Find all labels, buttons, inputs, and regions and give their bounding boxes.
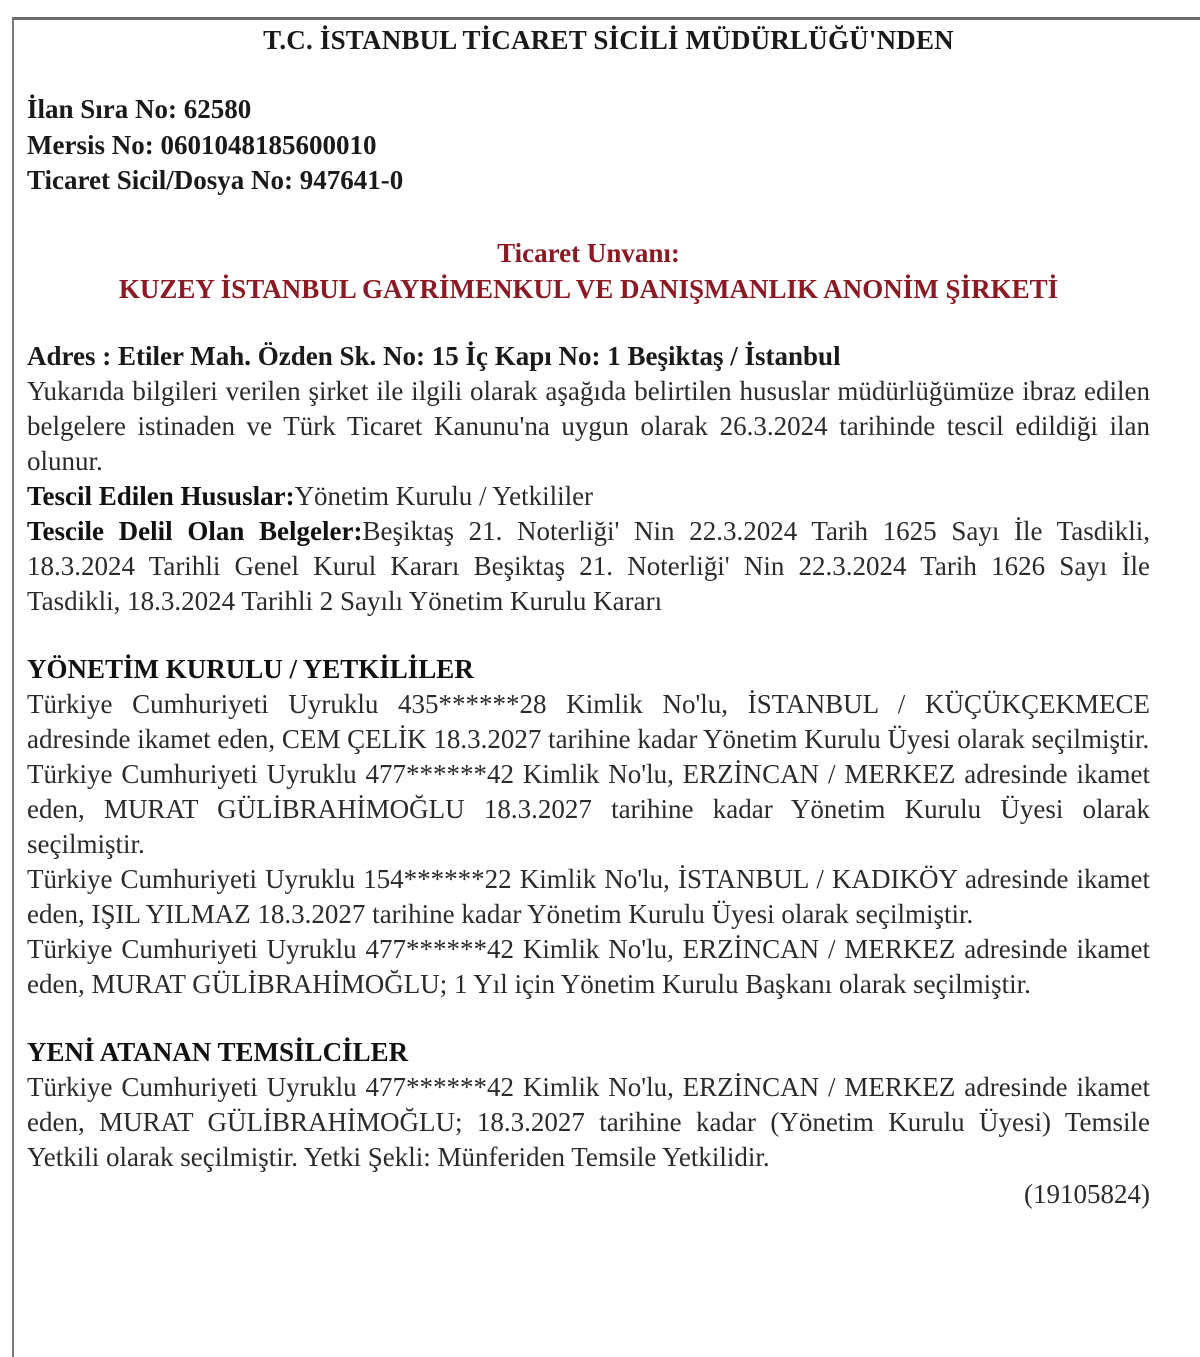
representatives-section-heading: YENİ ATANAN TEMSİLCİLER bbox=[27, 1036, 409, 1067]
mersis-no: Mersis No: 0601048185600010 bbox=[27, 129, 377, 160]
trade-name-label: Ticaret Unvanı: bbox=[497, 237, 680, 268]
announcement-document bbox=[27, 20, 1150, 1212]
ticaret-sicil-no: Ticaret Sicil/Dosya No: 947641-0 bbox=[27, 165, 404, 195]
announcement-meta bbox=[27, 92, 1150, 199]
ilan-sira-no: İlan Sıra No: 62580 bbox=[27, 94, 252, 124]
representative-entry: Türkiye Cumhuriyeti Uyruklu 477******42 Kimlik No'lu, ERZİNCAN / MERKEZ adresinde ikamet eden, MURAT GÜLİBRAHİMOĞLU; 18.3.2027 tarihine kadar (Yönetim Kurulu Üyesi) Temsile Yetkili olarak seçilmiştir. Yetki Şekli: Münferiden Temsile Yetkilidir. bbox=[27, 1071, 1150, 1172]
board-entry: Türkiye Cumhuriyeti Uyruklu 477******42 Kimlik No'lu, ERZİNCAN / MERKEZ adresinde ikamet eden, MURAT GÜLİBRAHİMOĞLU 18.3.2027 tarihine kadar Yönetim Kurulu Üyesi olarak seçilmiştir. bbox=[27, 758, 1150, 859]
evidence-value: Beşiktaş 21. Noterliği' Nin 22.3.2024 Tarih 1625 Sayı İle Tasdikli, 18.3.2024 Tarihli Genel Kurul Kararı Beşiktaş 21. Noterliği' Nin 22.3.2024 Tarih 1626 Sayı İle Tasdikli, 18.3.2024 Tarihli 2 Sayılı Yönetim Kurulu Kararı bbox=[27, 515, 1151, 616]
trade-name: KUZEY İSTANBUL GAYRİMENKUL VE DANIŞMANLIK ANONİM ŞİRKETİ bbox=[118, 273, 1059, 304]
issuing-authority-title: T.C. İSTANBUL TİCARET SİCİLİ MÜDÜRLÜĞÜ'NDEN bbox=[263, 25, 954, 55]
reference-number: (19105824) bbox=[1024, 1178, 1150, 1209]
intro-paragraph: Yukarıda bilgileri verilen şirket ile ilgili olarak aşağıda belirtilen hususlar müdürlüğümüze ibraz edilen belgelere istinaden ve Türk Ticaret Kanunu'na uygun olarak 26.3.2024 tarihinde tescil edildiği ilan olunur. bbox=[27, 375, 1150, 476]
registered-matters-value: Yönetim Kurulu / Yetkililer bbox=[294, 480, 594, 511]
board-section-heading: YÖNETİM KURULU / YETKİLİLER bbox=[27, 653, 474, 684]
evidence-label: Tescile Delil Olan Belgeler: bbox=[27, 515, 363, 546]
registered-matters bbox=[27, 479, 1150, 514]
registered-matters-label: Tescil Edilen Hususlar: bbox=[27, 480, 295, 511]
trade-name-block bbox=[27, 235, 1150, 307]
evidence-documents bbox=[27, 514, 1150, 619]
company-address: Adres : Etiler Mah. Özden Sk. No: 15 İç Kapı No: 1 Beşiktaş / İstanbul bbox=[27, 340, 841, 371]
board-entry: Türkiye Cumhuriyeti Uyruklu 435******28 Kimlik No'lu, İSTANBUL / KÜÇÜKÇEKMECE adresinde ikamet eden, CEM ÇELİK 18.3.2027 tarihine kadar Yönetim Kurulu Üyesi olarak seçilmiştir. bbox=[27, 688, 1150, 754]
board-entry: Türkiye Cumhuriyeti Uyruklu 477******42 Kimlik No'lu, ERZİNCAN / MERKEZ adresinde ikamet eden, MURAT GÜLİBRAHİMOĞLU; 1 Yıl için Yönetim Kurulu Başkanı olarak seçilmiştir. bbox=[27, 933, 1150, 999]
board-entry: Türkiye Cumhuriyeti Uyruklu 154******22 Kimlik No'lu, İSTANBUL / KADIKÖY adresinde ikamet eden, IŞIL YILMAZ 18.3.2027 tarihine kadar Yönetim Kurulu Üyesi olarak seçilmiştir. bbox=[27, 863, 1150, 929]
